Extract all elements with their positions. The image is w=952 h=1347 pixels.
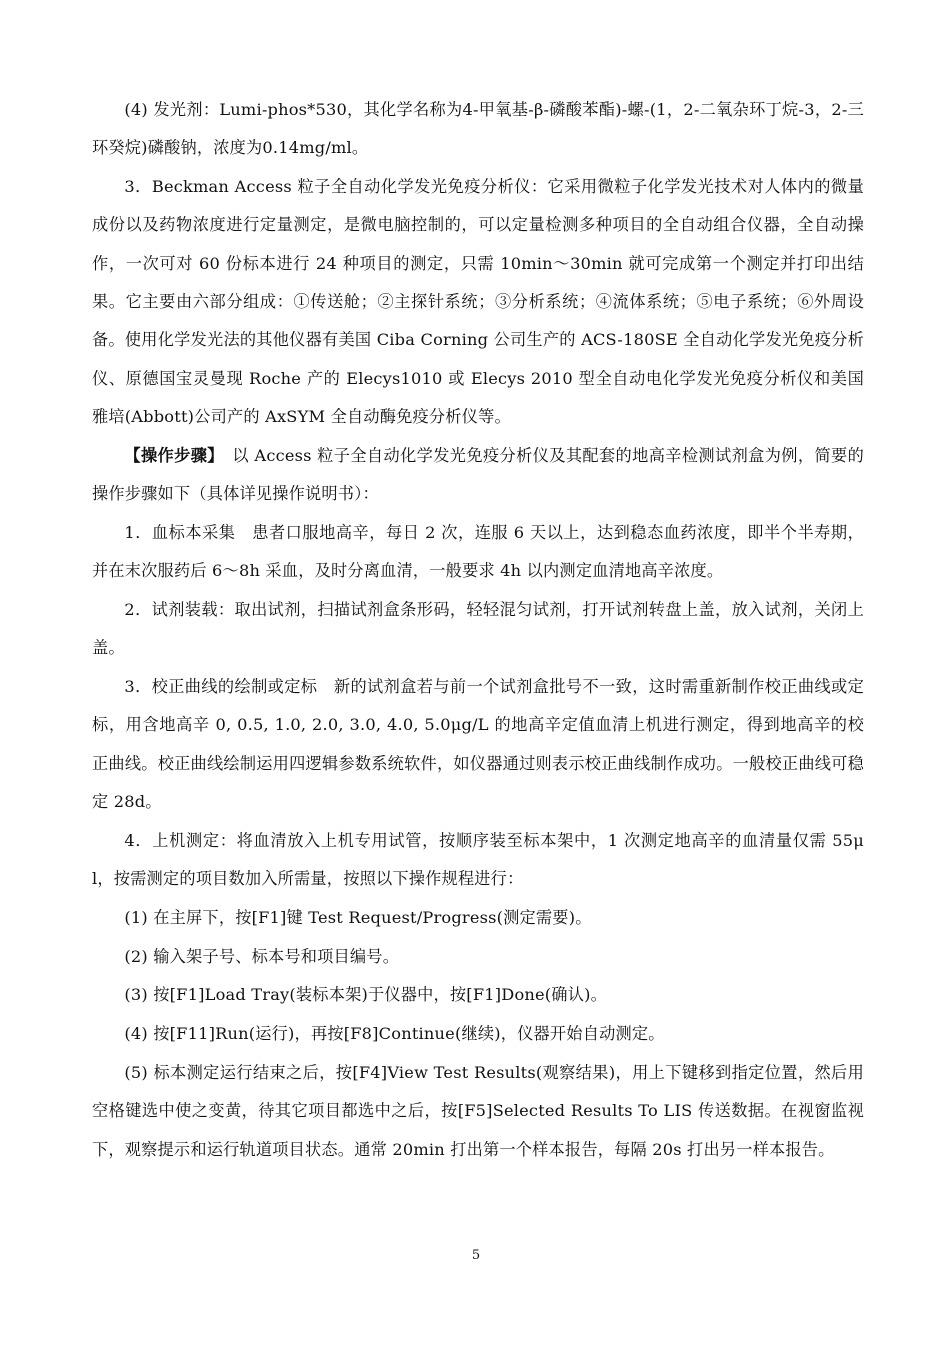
- paragraph-step-2: (2) 输入架子号、标本号和项目编号。: [124, 946, 400, 966]
- paragraph-luminescent-agent: (4) 发光剂：Lumi-phos*530，其化学名称为4-甲氧基-β-磷酸苯酯)-螺-(1，2-二氧杂环丁烷-3，2-三环癸烷)磷酸钠，浓度为0.14mg/ml。: [92, 100, 864, 158]
- paragraph-step-1: (1) 在主屏下，按[F1]键 Test Request/Progress(测定需要)。: [124, 907, 592, 927]
- paragraph-step-5: (5) 标本测定运行结束之后，按[F4]View Test Results(观察结果)，用上下键移到指定位置，然后用空格键选中使之变黄，待其它项目都选中之后，按[F5]Selected Results To LIS 传送数据。在视窗监视下，观察提示和运行轨道项目状态。通常 20min 打出第一个样本报告，每隔 20s 打出另一样本报告。: [92, 1062, 864, 1159]
- paragraph-blood-sample: 1．血标本采集 患者口服地高辛，每日 2 次，连服 6 天以上，达到稳态血药浓度，即半个半寿期，并在末次服药后 6～8h 采血，及时分离血清，一般要求 4h 以内测定血清地高辛浓度。: [92, 522, 864, 581]
- paragraph-beckman-access: 3．Beckman Access 粒子全自动化学发光免疫分析仪：它采用微粒子化学发光技术对人体内的微量成份以及药物浓度进行定量测定，是微电脑控制的，可以定量检测多种项目的全自动组合仪器，全自动操作，一次可对 60 份标本进行 24 种项目的测定，只需 10min～30min 就可完成第一个测定并打印出结果。它主要由六部分组成：①传送舱；②主探针系统；③分析系统；④流体系统；⑤电子系统；⑥外周设备。使用化学发光法的其他仪器有美国 Ciba Corning 公司生产的 ACS-180SE 全自动化学发光免疫分析仪、原德国宝灵曼现 Roche 产的 Elecys1010 或 Elecys 2010 型全自动电化学发光免疫分析仪和美国雅培(Abbott)公司产的 AxSYM 全自动酶免疫分析仪等。: [92, 177, 864, 426]
- paragraph-step-3: (3) 按[F1]Load Tray(装标本架)于仪器中，按[F1]Done(确认)。: [124, 985, 607, 1005]
- procedure-intro-text: 以 Access 粒子全自动化学发光免疫分析仪及其配套的地高辛检测试剂盒为例，简要的操作步骤如下（具体详见操作说明书）：: [92, 445, 864, 503]
- document-body: [92, 91, 864, 1169]
- paragraph-step-4: (4) 按[F11]Run(运行)，再按[F8]Continue(继续)，仪器开始自动测定。: [124, 1024, 665, 1044]
- paragraph-measurement: 4．上机测定：将血清放入上机专用试管，按顺序装至标本架中，1 次测定地高辛的血清量仅需 55μl，按需测定的项目数加入所需量，按照以下操作规程进行：: [92, 830, 864, 888]
- paragraph-calibration: 3．校正曲线的绘制或定标 新的试剂盒若与前一个试剂盒批号不一致，这时需重新制作校正曲线或定标，用含地高辛 0, 0.5, 1.0, 2.0, 3.0, 4.0, 5.0μg/L 的地高辛定值血清上机进行测定，得到地高辛的校正曲线。校正曲线绘制运用四逻辑参数系统软件，如仪器通过则表示校正曲线制作成功。一般校正曲线可稳定 28d。: [92, 676, 864, 811]
- procedure-heading: 【操作步骤】: [124, 445, 216, 465]
- paragraph-procedure-intro: [92, 437, 864, 514]
- page-number: 5: [471, 1248, 481, 1263]
- paragraph-reagent-loading: 2．试剂装载：取出试剂，扫描试剂盒条形码，轻轻混匀试剂，打开试剂转盘上盖，放入试剂，关闭上盖。: [92, 599, 864, 658]
